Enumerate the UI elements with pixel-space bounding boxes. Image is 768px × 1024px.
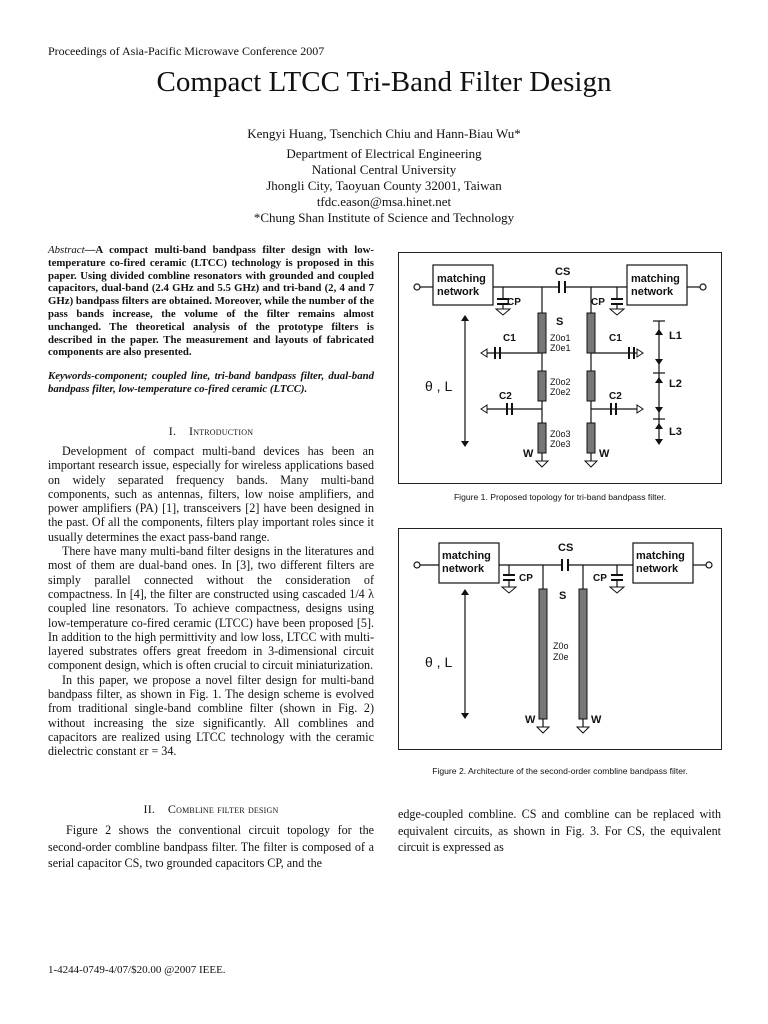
figure-1-diagram xyxy=(398,252,722,484)
figure-2-caption: Figure 2. Architecture of the second-order combline bandpass filter. xyxy=(432,766,688,776)
combline-resonator xyxy=(579,589,587,719)
author-block xyxy=(0,126,768,226)
length-l1-label: L1 xyxy=(669,330,682,342)
paragraph: In this paper, we propose a novel filter design for multi-band bandpass filter, as shown in Fig. 1. The design scheme is evolved from traditional single-band combline filter (shown in Fig. 2) without increasing the size significantly. All comblines and capacitors are realized using LTCC technology with the ceramic dielectric constant εr = 34. xyxy=(48,672,374,759)
spacing-s-label: S xyxy=(556,316,564,328)
section-title: Introduction xyxy=(189,424,254,438)
theta-length-label: θ , L xyxy=(425,378,453,394)
combline-resonator-1 xyxy=(538,313,546,353)
author-names: Kengyi Huang, Tsenchich Chiu and Hann-Biau Wu* xyxy=(247,126,521,141)
ground-icon xyxy=(481,349,487,357)
matching-network-label: matching xyxy=(437,273,486,285)
matching-network-label: network xyxy=(636,563,679,575)
port-terminal xyxy=(414,562,420,568)
paper-title: Compact LTCC Tri-Band Filter Design xyxy=(156,66,612,98)
affiliation-line: Department of Electrical Engineering xyxy=(286,146,482,161)
abstract-text: —A compact multi-band bandpass filter design with low-temperature co-fired ceramic (LTCC) technology is proposed in this paper. Using divided combline resonators with grounded and coupled capacitors, dual-band (2.4 GHz and 5.5 GHz) and tri-band (2, 4 and 7 GHz) bandpass filters are obtained. Moreover, while the number of the pass bands increase, the volume of the filter remains almost unchanged. The theoretical analysis of the prototype filters is described in the paper. The measurement and layouts of fabricated components are also presented. xyxy=(48,244,374,359)
arrow-down-icon xyxy=(461,713,469,719)
width-w-label: W xyxy=(525,714,536,726)
impedance-label: Z0o3 xyxy=(550,429,571,439)
spacing-s-label: S xyxy=(559,590,567,602)
matching-network-label: network xyxy=(631,286,674,298)
port-terminal xyxy=(414,284,420,290)
copyright-footer: 1-4244-0749-4/07/$20.00 @2007 IEEE. xyxy=(48,964,226,976)
ground-icon xyxy=(536,461,548,467)
arrow-down-icon xyxy=(655,359,663,365)
matching-network-label: network xyxy=(437,286,480,298)
theta-length-label: θ , L xyxy=(425,654,453,670)
cs-label: CS xyxy=(558,542,574,554)
ground-icon xyxy=(637,349,643,357)
port-terminal xyxy=(700,284,706,290)
matching-network-box xyxy=(433,265,493,305)
figure-1-caption: Figure 1. Proposed topology for tri-band bandpass filter. xyxy=(453,492,667,502)
width-w-label: W xyxy=(599,448,610,460)
matching-network-label: matching xyxy=(631,273,680,285)
impedance-label: Z0o xyxy=(553,641,569,651)
paragraph: Development of compact multi-band devices has been an important research issue, especially for wireless applications based on widely separated frequency bands. Many multi-band components, such as antennas, filters, low noise amplifiers, and power amplifiers (PA) [1], transceivers [2] have been designed in the past. Of all the components, filters play important roles since it usually determines the exact pass-band range. xyxy=(48,444,374,544)
arrow-up-icon xyxy=(461,315,469,321)
ground-icon xyxy=(610,587,624,593)
combline-resonator xyxy=(539,589,547,719)
ground-icon xyxy=(585,461,597,467)
arrow-down-icon xyxy=(461,441,469,447)
ground-icon xyxy=(481,405,487,413)
combline-resonator-3 xyxy=(587,423,595,453)
cp-label: CP xyxy=(507,297,521,308)
c1-label: C1 xyxy=(503,333,516,344)
section-heading-introduction xyxy=(48,424,374,439)
ground-icon xyxy=(577,727,589,733)
section-number: II. xyxy=(143,802,156,816)
matching-network-label: network xyxy=(442,563,485,575)
affiliation-line: *Chung Shan Institute of Science and Technology xyxy=(253,210,515,225)
author-email: tfdc.eason@msa.hinet.net xyxy=(316,194,452,209)
impedance-label: Z0e3 xyxy=(550,439,571,449)
section-heading-combline xyxy=(48,802,374,817)
matching-network-box xyxy=(627,265,687,305)
length-l3-label: L3 xyxy=(669,426,682,438)
abstract xyxy=(48,244,374,359)
ground-icon xyxy=(537,727,549,733)
paragraph: There have many multi-band filter designs in the literatures and most of them are dual-band ones. In [3], two different filters are simply parallel connected without the consideration of compactness. In [4], the filter are constructed using cascaded 1/4 λ coupled line resonators. To achieve compactness, designs using low-temperature co-fired ceramic (LTCC) have been proposed [5]. In addition to the high permittivity and low loss, LTCC with multi-layered substrates offers great freedom in 3-dimensional circuit component design, which is often crucial to circuit miniaturization. xyxy=(48,544,374,673)
introduction-body xyxy=(48,444,374,759)
arrow-up-icon xyxy=(655,329,663,335)
arrow-up-icon xyxy=(655,423,663,429)
combline-resonator-3 xyxy=(538,423,546,453)
matching-network-label: matching xyxy=(442,550,491,562)
matching-network-label: matching xyxy=(636,550,685,562)
impedance-label: Z0e xyxy=(553,652,569,662)
arrow-up-icon xyxy=(461,589,469,595)
conference-header: Proceedings of Asia-Pacific Microwave Conference 2007 xyxy=(48,44,325,58)
right-column-paragraph: edge-coupled combline. CS and combline can be replaced with equivalent circuits, as shown in Fig. 3. For CS, the equivalent circuit is expressed as xyxy=(398,807,721,854)
abstract-label: Abstract xyxy=(48,244,85,256)
ground-icon xyxy=(637,405,643,413)
combline-resonator-2 xyxy=(538,371,546,401)
port-terminal xyxy=(706,562,712,568)
width-w-label: W xyxy=(523,448,534,460)
combline-body xyxy=(48,822,374,872)
figure-2-diagram xyxy=(398,528,722,750)
impedance-label: Z0o1 xyxy=(550,333,571,343)
cp-label: CP xyxy=(519,573,533,584)
c2-label: C2 xyxy=(499,391,512,402)
cp-label: CP xyxy=(591,297,605,308)
ground-icon xyxy=(496,309,510,315)
cp-label: CP xyxy=(593,573,607,584)
cs-label: CS xyxy=(555,266,571,278)
impedance-label: Z0o2 xyxy=(550,377,571,387)
impedance-label: Z0e1 xyxy=(550,343,571,353)
arrow-up-icon xyxy=(655,377,663,383)
combline-resonator-1 xyxy=(587,313,595,353)
c1-label: C1 xyxy=(609,333,622,344)
arrow-down-icon xyxy=(655,439,663,445)
affiliation-line: Jhongli City, Taoyuan County 32001, Taiwan xyxy=(266,178,502,193)
length-l2-label: L2 xyxy=(669,378,682,390)
section-number: I. xyxy=(168,424,177,438)
ground-icon xyxy=(610,309,624,315)
arrow-down-icon xyxy=(655,407,663,413)
ground-icon xyxy=(502,587,516,593)
combline-resonator-2 xyxy=(587,371,595,401)
width-w-label: W xyxy=(591,714,602,726)
impedance-label: Z0e2 xyxy=(550,387,571,397)
affiliation-line: National Central University xyxy=(311,162,457,177)
keywords: Keywords-component; coupled line, tri-band bandpass filter, dual-band bandpass filter, low-temperature co-fired ceramic (LTCC). xyxy=(48,370,374,395)
c2-label: C2 xyxy=(609,391,622,402)
section-title: Combline filter design xyxy=(167,802,279,816)
paragraph: Figure 2 shows the conventional circuit topology for the second-order combline bandpass filter. The filter is composed of a serial capacitor CS, two grounded capacitors CP, and the xyxy=(48,823,374,870)
